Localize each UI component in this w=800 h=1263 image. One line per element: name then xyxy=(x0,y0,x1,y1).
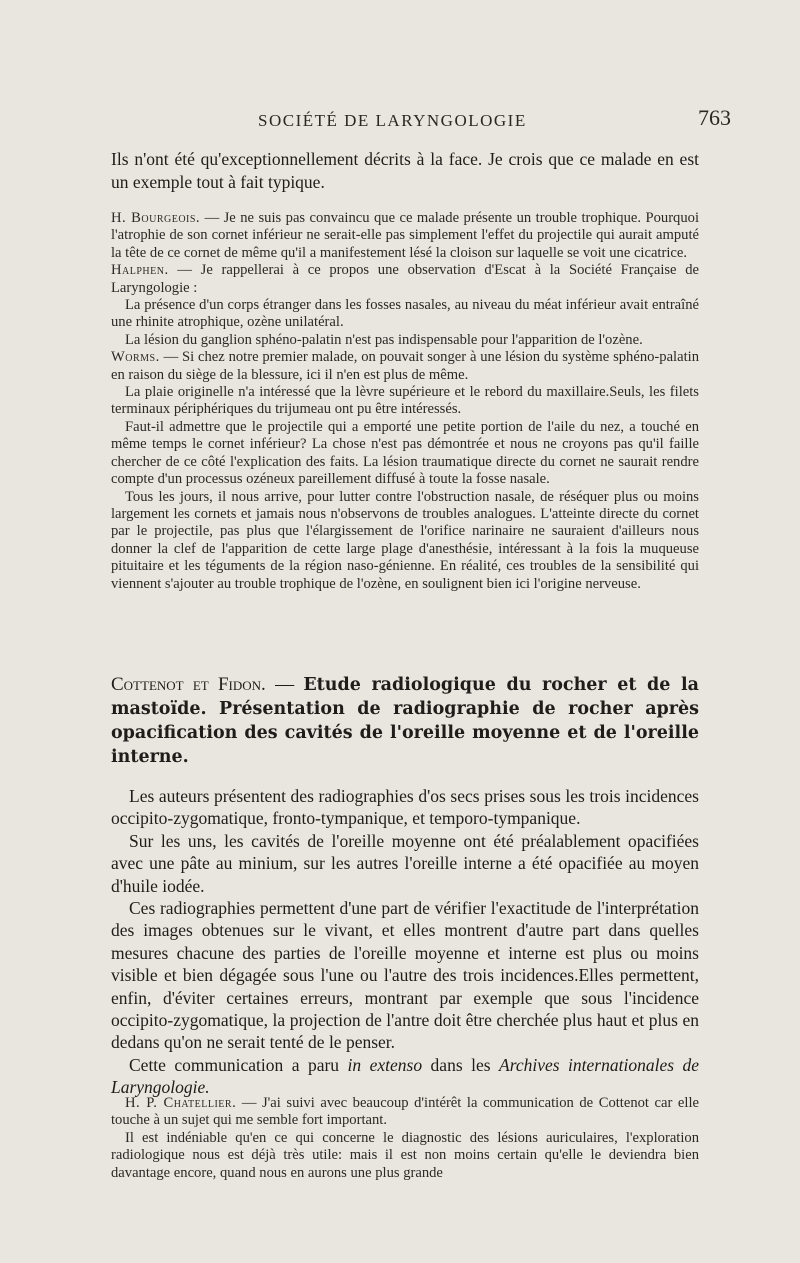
communication-title: Etude radiologique du rocher et de la mastoïde. Présentation de radiographie de rocher après opacification des cavités de l'oreille moyenne et de l'oreille interne. xyxy=(111,675,700,767)
paragraph-text: Je ne suis pas convaincu que ce malade présente un trouble trophique. Pourquoi l'atrophie de son cornet inférieur ne serait-elle pas simplement l'effet du projectile qui aurait amputé la tête de ce cornet de même qu'il a manifestement lésé la cloison sur laquelle se voit une cicatrice. xyxy=(111,210,700,261)
paragraph-text: dans les xyxy=(422,1054,500,1075)
discussion-paragraph xyxy=(111,210,699,262)
intro-paragraph: Ils n'ont été qu'exceptionnellement décrits à la face. Je crois que ce malade en est un exemple tout à fait typique. xyxy=(111,149,699,192)
reply-block xyxy=(111,1095,699,1182)
paragraph-text: Si chez notre premier malade, on pouvait songer à une lésion du système sphéno-palatin en raison du siège de la blessure, ici il n'en est plus de même. xyxy=(111,349,699,383)
speaker-name: H. Bourgeois. xyxy=(111,210,201,226)
journal-name: Archives internationales de Laryngologie. xyxy=(111,1054,700,1098)
discussion-paragraph: Faut-il admettre que le projectile qui a emporté une petite portion de l'aile du nez, a touché en même temps le cornet inférieur? La chose n'est pas démontrée et nous ne croyons pas qu'il faille chercher de ce côté l'explication des faits. La lésion traumatique directe du cornet ne saurait rendre compte d'un processus ozéneux pareillement diffusé à toute la fosse nasale. xyxy=(111,418,699,488)
running-title: SOCIÉTÉ DE LARYNGOLOGIE xyxy=(258,111,527,130)
communication-authors: Cottenot et Fidon. xyxy=(111,674,266,695)
communication-body xyxy=(111,785,699,1099)
communication-paragraph: Ces radiographies permettent d'une part de vérifier l'exactitude de l'interprétation des images obtenues sur le vivant, et elles montrent d'autre part dans quelles mesures chacune des parties de l'oreille moyenne et interne est plus ou moins visible et bien dégagée sous l'une ou l'autre des trois incidences.Elles permettent, enfin, d'éviter certaines erreurs, montrant par exemple que sous l'incidence occipito-zygomatique, la projection de l'antre doit être cherchée plus haut et plus en dedans qu'on ne serait tenté de le penser. xyxy=(111,898,699,1053)
paragraph-text: Cette communication a paru xyxy=(129,1054,348,1075)
communication-paragraph xyxy=(111,1054,699,1099)
speaker-name: H. P. Chatellier. xyxy=(125,1095,237,1111)
discussion-block xyxy=(111,210,699,593)
discussion-paragraph: Tous les jours, il nous arrive, pour lutter contre l'obstruction nasale, de réséquer plus ou moins largement les cornets et jamais nous n'observons de troubles analogues. L'atteinte directe du cornet par le projectile, pas plus que l'élargissement de l'orifice narinaire ne sauraient d'ailleurs nous donner la clef de l'apparition de cette large plage d'anesthésie, intéressant à la fois la muqueuse pituitaire et les téguments de la région naso-génienne. En réalité, ces troubles de la sensibilité qui viennent s'ajouter au trouble trophique de l'ozène, en soulignent bien ici l'origine nerveuse. xyxy=(111,488,699,592)
em-dash: — xyxy=(275,674,295,695)
speaker-name: Halphen. xyxy=(111,262,169,279)
communication-heading xyxy=(111,673,699,769)
speaker-name: Worms. xyxy=(111,349,160,366)
italic-text: in extenso xyxy=(347,1054,423,1075)
em-dash: — xyxy=(241,1095,257,1111)
paragraph-text: Je rappellerai à ce propos une observation d'Escat à la Société Française de Laryngologie : xyxy=(111,262,700,296)
page-number: 763 xyxy=(698,105,731,130)
discussion-paragraph xyxy=(111,349,699,384)
em-dash: — xyxy=(177,262,192,279)
discussion-paragraph: La plaie originelle n'a intéressé que la lèvre supérieure et le rebord du maxillaire.Seuls, les filets terminaux périphériques du trijumeau ont pu être intéressés. xyxy=(111,384,699,418)
em-dash: — xyxy=(204,210,220,226)
reply-paragraph: Il est indéniable qu'en ce qui concerne le diagnostic des lésions auriculaires, l'exploration radiologique nous est déjà très utile: mais il est non moins certain qu'elle le deviendra bien davantage encore, quand nous en aurons une plus grande xyxy=(111,1129,699,1181)
communication-paragraph: Sur les uns, les cavités de l'oreille moyenne ont été préalablement opacifiées avec une pâte au minium, sur les autres l'oreille interne a été opacifiée au moyen d'huile iodée. xyxy=(111,830,699,896)
discussion-paragraph xyxy=(111,262,699,297)
reply-paragraph xyxy=(111,1095,699,1130)
communication-block xyxy=(111,673,699,1099)
em-dash: — xyxy=(163,349,179,366)
paragraph-text: J'ai suivi avec beaucoup d'intérêt la communication de Cottenot car elle touche à un sujet qui me semble fort important. xyxy=(111,1095,699,1129)
intro-paragraph-block xyxy=(111,148,699,194)
communication-paragraph: Les auteurs présentent des radiographies d'os secs prises sous les trois incidences occipito-zygomatique, fronto-tympanique, et temporo-tympanique. xyxy=(111,786,699,829)
discussion-paragraph: La présence d'un corps étranger dans les fosses nasales, au niveau du méat inférieur avait entraîné une rhinite atrophique, ozène unilatéral. xyxy=(111,297,699,331)
discussion-paragraph: La lésion du ganglion sphéno-palatin n'est pas indispensable pour l'apparition de l'ozène. xyxy=(125,331,643,348)
running-head xyxy=(0,103,800,133)
